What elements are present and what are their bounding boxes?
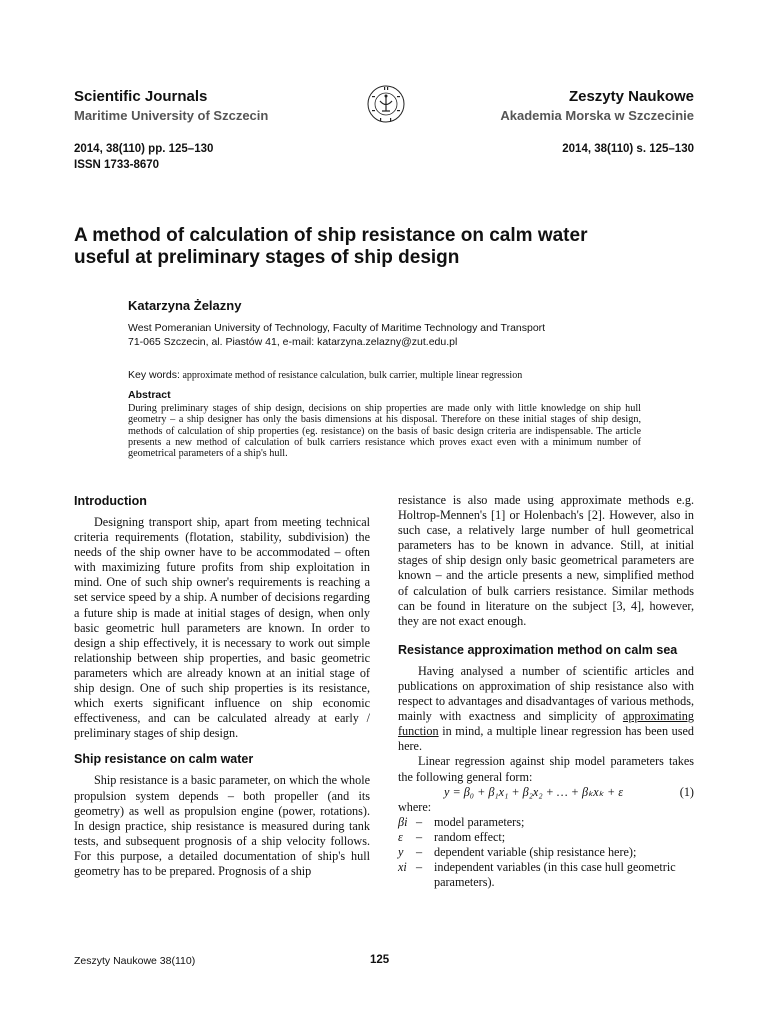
definition-row: xi – independent variables (in this case hull geometric parameters). — [398, 860, 676, 890]
university-name-pl: Akademia Morska w Szczecinie — [500, 108, 694, 123]
keywords-text: approximate method of resistance calculation, bulk carrier, multiple linear regression — [182, 370, 523, 381]
keywords — [128, 369, 708, 382]
where-label: where: — [398, 799, 432, 814]
approximating-function-link[interactable]: approximating function — [398, 709, 694, 739]
university-name-en: Maritime University of Szczecin — [74, 108, 269, 123]
title-line-1: A method of calculation of ship resistance on calm water — [74, 225, 588, 246]
keywords-label: Key words: — [128, 369, 180, 381]
section-heading-introduction: Introduction — [74, 494, 147, 508]
author-affiliation — [128, 321, 688, 349]
journal-name-en: Scientific Journals — [74, 88, 208, 105]
affiliation-line-1: West Pomeranian University of Technology, Faculty of Maritime Technology and Transport — [128, 322, 546, 334]
left-column — [74, 493, 370, 879]
abstract-heading: Abstract — [128, 389, 171, 401]
title-line-2: useful at preliminary stages of ship design — [74, 247, 460, 268]
method-paragraph: Having analysed a number of scientific articles and publications on approximation of ship resistance also with respect to advantages and disadvantages of various methods, mainly with exactness and simplicity of approximating function in mind, a multiple linear regression has been used here. — [398, 663, 694, 754]
affiliation-line-2: 71-065 Szczecin, al. Piastów 41, e-mail: katarzyna.zelazny@zut.edu.pl — [128, 336, 458, 348]
linear-regression-paragraph: Linear regression against ship model parameters takes the following general form: — [398, 754, 694, 784]
footer-journal: Zeszyty Naukowe 38(110) — [74, 955, 196, 967]
journal-name-pl: Zeszyty Naukowe — [568, 88, 694, 105]
issue-pages-en: 2014, 38(110) pp. 125–130 — [74, 143, 214, 155]
journal-header-left — [74, 88, 268, 123]
definition-row: βi – model parameters; — [398, 814, 525, 829]
equation-body: y = β₀ + β₁x₁ + β₂x₂ + … + βₖxₖ + ε — [444, 784, 624, 799]
equation-1 — [398, 785, 694, 800]
issue-pages-pl: 2014, 38(110) s. 125–130 — [562, 143, 694, 155]
issue-info-right — [562, 141, 694, 157]
equation-number: (1) — [679, 784, 694, 799]
abstract-text: During preliminary stages of ship design, decisions on ship properties are made only with little knowledge on ship hull geometry – a ship designer has only the basis dimensions at his disposal. Therefore on these initial stages of ship design, methods of calculation of ship properties (eg. resistance) on the basis of basic design criteria are indispensable. The article presents a new method of calculation of bulk carriers resistance which proves exact even with a minimum number of geometrical parameters of a ship's hull. — [128, 403, 641, 460]
variable-definitions — [398, 815, 694, 890]
continuation-paragraph: resistance is also made using approximate methods e.g. Holtrop-Mennen's [1] or Holenbach's [2]. However, also in such case, a relatively large number of hull geometrical parameters has to be known in advance. Still, at initial stages of ship design only basic geometrical parameters are known – and the article presents a new, simplified method of calculation of bulk carriers resistance. Similar methods can be found in literature on the subject [3, 4], however, they are not exact enough. — [398, 493, 694, 628]
calm-water-paragraph: Ship resistance is a basic parameter, on which the whole propulsion system depends – both propeller (and its geometry) as well as propulsion engine (power, rotations). In design practice, ship resistance is measured during tank tests, and subsequent prognosis of a ship velocity follows. For this purpose, a detailed documentation of ship's hull geometry has to be prepared. Prognosis of a ship — [74, 773, 370, 878]
issn: ISSN 1733-8670 — [74, 159, 160, 171]
right-column — [398, 493, 694, 890]
article-title — [74, 225, 674, 269]
author-name: Katarzyna Żelazny — [128, 298, 242, 313]
journal-header-right — [500, 88, 694, 123]
definition-row: ε – random effect; — [398, 829, 506, 844]
section-heading-method: Resistance approximation method on calm sea — [398, 642, 678, 657]
issue-info-left — [74, 141, 213, 173]
section-heading-calm-water: Ship resistance on calm water — [74, 752, 254, 767]
introduction-paragraph: Designing transport ship, apart from meeting technical criteria requirements (flotation, stability, subdivision) the needs of the ship owner have to be accommodated – often with maximizing future profits from ship exploitation in mind. One of such ship owner's requirements is reaching a set service speed by a ship. A number of decisions regarding a future ship is made at initial stages of design, when only basic geometric hull parameters are known. In order to design a ship effectively, it is necessary to work out simple relationship between ship properties, and basic geometric parameters which are already known at an initial stage of ship design. One of such ship properties is its resistance, which exerts significant influence on ship economic effectiveness, and can be calculated already at early / preliminary stages of ship design. — [74, 515, 370, 741]
definition-row: y – dependent variable (ship resistance here); — [398, 844, 637, 859]
page-number: 125 — [370, 954, 390, 966]
university-seal-icon — [366, 84, 406, 124]
